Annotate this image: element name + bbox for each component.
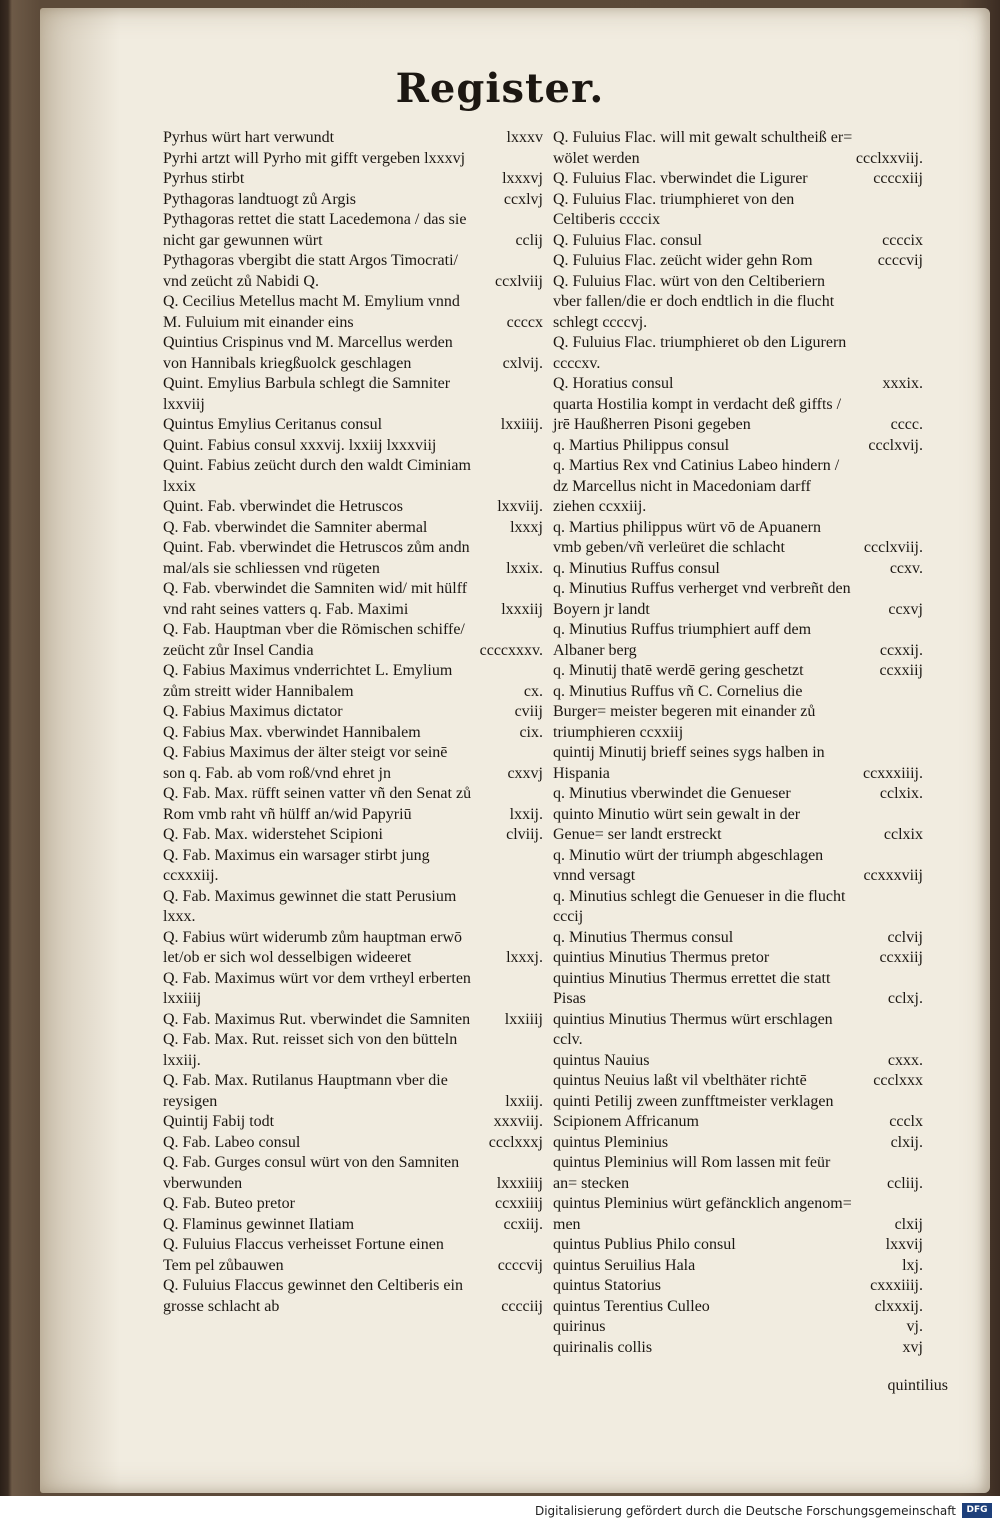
entry-page-ref: ccccvij xyxy=(497,1256,543,1274)
entry-page-ref: lxxix. xyxy=(506,559,543,577)
register-entry xyxy=(553,1133,923,1154)
dfg-logo: DFG xyxy=(962,1503,992,1518)
register-column-left xyxy=(163,128,543,1317)
register-entry xyxy=(553,518,923,559)
entry-text: quintus Nauius xyxy=(553,1051,650,1069)
entry-text: Q. Fuluius Flac. consul xyxy=(553,231,702,249)
register-entry xyxy=(163,149,543,170)
entry-page-ref: clxij xyxy=(894,1215,923,1233)
entry-text: quirinalis collis xyxy=(553,1338,653,1356)
entry-page-ref: cclxix xyxy=(883,826,923,843)
register-entry xyxy=(163,436,543,457)
register-entry xyxy=(163,292,543,333)
register-entry xyxy=(163,928,543,969)
entry-text: Q. Fuluius Flac. zeücht wider gehn Rom xyxy=(553,252,813,269)
entry-text: Q. Fab. Maximus Rut. vberwindet die Samniten xyxy=(163,1010,471,1028)
entry-page-ref: vj. xyxy=(906,1318,923,1335)
entry-page-ref: lxxxiiij xyxy=(496,1174,543,1192)
register-entry xyxy=(163,169,543,190)
register-entry xyxy=(553,1276,923,1297)
register-entry xyxy=(553,620,923,661)
entry-page-ref: clxij. xyxy=(890,1133,923,1151)
entry-text: Q. Fabius Maximus der älter steigt vor seinē son q. Fab. ab vom roß/vnd ehret jn xyxy=(163,744,448,782)
entry-text: quarta Hostilia kompt in verdacht deß giffts / jrē Haußherren Pisoni gegeben xyxy=(553,395,842,433)
entry-text: Q. Fab. Maximus ein warsager stirbt jung ccxxxiij. xyxy=(163,846,430,884)
register-entry xyxy=(553,456,923,518)
register-entry xyxy=(163,1276,543,1317)
register-entry xyxy=(553,948,923,969)
register-entry xyxy=(163,887,543,928)
register-entry xyxy=(553,1338,923,1359)
entry-text: Pythagoras rettet die statt Lacedemona / das sie nicht gar gewunnen würt xyxy=(163,211,467,249)
entry-text: q. Minutio würt der triumph abgeschlagen vnnd versagt xyxy=(553,846,824,884)
entry-text: quintus Publius Philo consul xyxy=(553,1236,736,1253)
entry-text: Q. Fabius Maximus vnderrichtet L. Emylium zům streitt wider Hannibalem xyxy=(163,662,453,700)
register-entry xyxy=(163,1215,543,1236)
entry-text: Pythagoras landtuogt zů Argis xyxy=(163,190,357,208)
entry-page-ref: lxxiiij xyxy=(504,1010,543,1028)
entry-page-ref: cccciij xyxy=(501,1297,543,1315)
entry-page-ref: ccxxxviij xyxy=(863,867,923,884)
entry-page-ref: ccxlviij xyxy=(495,272,543,290)
entry-text: quintus Terentius Culleo xyxy=(553,1297,710,1315)
entry-text: Q. Fab. Gurges consul würt von den Samniten vberwunden xyxy=(163,1154,460,1192)
register-entry xyxy=(553,395,923,436)
register-entry xyxy=(553,1256,923,1277)
entry-text: Q. Fuluius Flaccus gewinnet den Celtiberis ein grosse schlacht ab xyxy=(163,1277,463,1315)
entry-text: quintus Pleminius würt gefäncklich angenom= men xyxy=(553,1195,852,1233)
entry-page-ref: lxxxvj xyxy=(502,170,543,187)
register-entry xyxy=(553,1051,923,1072)
register-entry xyxy=(553,272,923,334)
register-entry xyxy=(553,969,923,1010)
register-entry xyxy=(163,743,543,784)
entry-text: Q. Fuluius Flaccus verheisset Fortune einen Tem pel zůbauwen xyxy=(163,1236,444,1274)
entry-page-ref: xvj xyxy=(902,1338,923,1356)
entry-text: Q. Fab. Hauptman vber die Römischen schiffe/ zeücht zůr Insel Candia xyxy=(163,621,465,659)
register-column-right xyxy=(553,128,923,1358)
entry-text: q. Martius Rex vnd Catinius Labeo hindern / dz Marcellus nicht in Macedoniam darff ziehen ccxxiij. xyxy=(553,457,840,515)
entry-text: quinto Minutio würt sein gewalt in der Genue= ser landt erstreckt xyxy=(553,805,801,843)
entry-page-ref: ccxxiij xyxy=(879,949,923,966)
register-entry xyxy=(163,1030,543,1071)
entry-text: quintius Minutius Thermus errettet die statt Pisas xyxy=(553,969,831,1007)
entry-text: q. Minutius Ruffus verherget vnd verbreñt den Boyern jr landt xyxy=(553,580,851,618)
register-entry xyxy=(553,1317,923,1338)
register-entry xyxy=(553,928,923,949)
register-entry xyxy=(163,415,543,436)
entry-page-ref: ccclxvij. xyxy=(868,436,923,454)
entry-page-ref: lxxviij. xyxy=(497,498,543,515)
entry-page-ref: cxxxiiij. xyxy=(870,1277,923,1294)
entry-text: Quint. Fabius zeücht durch den waldt Ciminiam lxxix xyxy=(163,457,471,495)
register-entry xyxy=(163,661,543,702)
register-entry xyxy=(553,333,923,374)
register-entry xyxy=(163,190,543,211)
entry-text: q. Minutij thatē werdē gering geschetzt xyxy=(553,662,804,679)
register-entry xyxy=(163,518,543,539)
entry-text: Q. Fab. Max. Rut. reisset sich von den bütteln lxxiij. xyxy=(163,1031,458,1069)
register-entry xyxy=(553,231,923,252)
register-entry xyxy=(553,251,923,272)
entry-text: q. Minutius Ruffus triumphiert auff dem Albaner berg xyxy=(553,621,812,659)
register-entry xyxy=(163,210,543,251)
entry-text: quintius Minutius Thermus würt erschlagen cclv. xyxy=(553,1010,833,1048)
entry-text: Q. Fabius Max. vberwindet Hannibalem xyxy=(163,723,421,741)
page-gutter-shadow xyxy=(40,8,120,1493)
catchword: quintilius xyxy=(887,1377,948,1394)
entry-text: Q. Fuluius Flac. triumphieret ob den Ligurern ccccxv. xyxy=(553,334,847,372)
register-entry xyxy=(553,682,923,744)
entry-text: Pyrhi artzt will Pyrho mit gifft vergeben lxxxvj xyxy=(163,149,466,167)
entry-page-ref: ccxxiij xyxy=(879,662,923,679)
entry-text: Q. Fab. vberwindet die Samniter abermal xyxy=(163,518,428,536)
register-entry xyxy=(163,456,543,497)
register-entry xyxy=(163,969,543,1010)
entry-page-ref: ccliij. xyxy=(887,1174,923,1192)
entry-page-ref: xxxix. xyxy=(882,375,923,392)
digitization-footer xyxy=(0,1496,1000,1527)
entry-text: Q. Fuluius Flac. würt von den Celtiberiern vber fallen/die er doch endtlich in die flucht schlegt ccccvj. xyxy=(553,272,835,331)
entry-text: quintij Minutij brieff seines sygs halben in Hispania xyxy=(553,744,825,782)
entry-text: Quint. Fab. vberwindet die Hetruscos xyxy=(163,498,403,515)
entry-page-ref: cix. xyxy=(519,723,543,741)
entry-text: Pyrhus stirbt xyxy=(163,170,245,187)
entry-text: Quint. Fab. vberwindet die Hetruscos zům andn mal/als sie schliessen vnd rügeten xyxy=(163,539,470,577)
entry-page-ref: lxxxiij xyxy=(501,600,543,618)
register-entry xyxy=(163,579,543,620)
entry-text: Q. Fab. Max. Rutilanus Hauptmann vber die reysigen xyxy=(163,1072,448,1110)
entry-text: Pyrhus würt hart verwundt xyxy=(163,129,335,146)
register-entry xyxy=(553,846,923,887)
entry-text: Q. Fuluius Flac. vberwindet die Ligurer xyxy=(553,170,808,187)
register-entry xyxy=(553,661,923,682)
entry-text: q. Minutius schlegt die Genueser in die flucht cccij xyxy=(553,887,846,925)
entry-text: Q. Horatius consul xyxy=(553,375,674,392)
entry-text: Q. Fabius würt widerumb zům hauptman erwō let/ob er sich wol desselbigen wideeret xyxy=(163,928,463,966)
entry-text: q. Martius philippus würt vō de Apuanern vmb geben/vñ verleüret die schlacht xyxy=(553,518,821,556)
entry-page-ref: lxxxj. xyxy=(506,949,543,966)
entry-text: q. Minutius Ruffus consul xyxy=(553,559,720,577)
entry-text: quintus Seruilius Hala xyxy=(553,1256,696,1274)
entry-text: quinti Petilij zween zunfftmeister verklagen Scipionem Affricanum xyxy=(553,1092,834,1130)
register-entry xyxy=(163,1071,543,1112)
register-entry xyxy=(163,784,543,825)
entry-page-ref: cxlvij. xyxy=(502,354,543,372)
entry-text: Quintus Emylius Ceritanus consul xyxy=(163,416,383,433)
register-entry xyxy=(163,1235,543,1276)
register-entry xyxy=(163,374,543,415)
register-entry xyxy=(163,128,543,149)
entry-text: quirinus xyxy=(553,1318,606,1335)
entry-text: quintius Minutius Thermus pretor xyxy=(553,949,770,966)
entry-page-ref: lxxxj xyxy=(510,518,543,536)
entry-text: quintus Pleminius will Rom lassen mit feür an= stecken xyxy=(553,1154,831,1192)
entry-page-ref: ccxxij. xyxy=(879,641,923,659)
entry-page-ref: ccxv. xyxy=(889,559,923,577)
register-entry xyxy=(163,251,543,292)
entry-text: Q. Fab. Max. widerstehet Scipioni xyxy=(163,826,383,843)
register-entry xyxy=(553,887,923,928)
entry-page-ref: ccccx xyxy=(506,313,543,331)
register-entry xyxy=(163,333,543,374)
register-entry xyxy=(163,702,543,723)
entry-page-ref: xxxviij. xyxy=(493,1113,543,1130)
entry-text: q. Minutius Thermus consul xyxy=(553,928,734,946)
register-entry xyxy=(553,784,923,805)
entry-page-ref: cclvij xyxy=(887,928,923,946)
entry-page-ref: ccclx xyxy=(889,1113,923,1130)
register-entry xyxy=(553,374,923,395)
entry-text: Q. Fab. Maximus würt vor dem vrtheyl erberten lxxiiij xyxy=(163,969,471,1007)
entry-page-ref: lxxiiij. xyxy=(500,416,543,433)
entry-text: Q. Fuluius Flac. triumphieret von den Celtiberis ccccix xyxy=(553,190,795,228)
entry-page-ref: ccxiij. xyxy=(503,1215,543,1233)
entry-page-ref: ccclxxviij. xyxy=(855,149,923,167)
entry-page-ref: cviij xyxy=(514,703,543,720)
entry-text: Q. Fab. vberwindet die Samniten wid/ mit hülff vnd raht seines vatters q. Fab. Maximi xyxy=(163,580,468,618)
register-entry xyxy=(553,128,923,169)
entry-page-ref: cclxix. xyxy=(879,785,923,802)
register-entry xyxy=(163,1112,543,1133)
register-entry xyxy=(553,1194,923,1235)
register-entry xyxy=(553,436,923,457)
entry-text: Q. Fab. Labeo consul xyxy=(163,1133,301,1151)
entry-text: Q. Fabius Maximus dictator xyxy=(163,703,343,720)
entry-page-ref: cxxx. xyxy=(887,1051,923,1069)
register-entry xyxy=(163,497,543,518)
entry-text: Quint. Emylius Barbula schlegt die Samniter lxxviij xyxy=(163,375,451,413)
register-entry xyxy=(553,1235,923,1256)
register-entry xyxy=(553,169,923,190)
entry-text: Q. Fab. Maximus gewinnet die statt Perusium lxxx. xyxy=(163,887,457,925)
entry-page-ref: cxxvj xyxy=(507,764,543,782)
entry-page-ref: lxxij. xyxy=(509,805,543,823)
entry-page-ref: ccxxxiiij. xyxy=(863,764,923,782)
entry-text: Quint. Fabius consul xxxvij. lxxiij lxxxviij xyxy=(163,436,437,454)
entry-page-ref: cx. xyxy=(523,682,543,700)
entry-text: q. Martius Philippus consul xyxy=(553,436,730,454)
register-entry xyxy=(163,1153,543,1194)
entry-text: quintus Pleminius xyxy=(553,1133,669,1151)
entry-page-ref: lxxiij. xyxy=(505,1092,543,1110)
entry-page-ref: cccc. xyxy=(890,416,923,433)
entry-page-ref: ccccxxxv. xyxy=(479,641,543,659)
entry-text: quintus Statorius xyxy=(553,1277,662,1294)
register-entry xyxy=(553,743,923,784)
entry-page-ref: ccclxxx xyxy=(873,1072,923,1089)
register-entry xyxy=(553,1071,923,1092)
register-entry xyxy=(163,538,543,579)
register-entry xyxy=(553,579,923,620)
entry-page-ref: ccccix xyxy=(882,231,923,249)
entry-text: q. Minutius vberwindet die Genueser xyxy=(553,785,791,802)
funding-note: Digitalisierung gefördert durch die Deutsche Forschungsgemeinschaft xyxy=(534,1504,956,1518)
register-entry xyxy=(553,1092,923,1133)
page-title: Register. xyxy=(395,65,605,112)
entry-page-ref: cclxj. xyxy=(887,990,923,1007)
entry-page-ref: ccxlvj xyxy=(503,190,543,208)
entry-page-ref: lxj. xyxy=(902,1256,923,1274)
entry-page-ref: cclij xyxy=(515,231,543,249)
register-entry xyxy=(163,1010,543,1031)
entry-text: Q. Cecilius Metellus macht M. Emylium vnnd M. Fuluium mit einander eins xyxy=(163,293,460,331)
entry-page-ref: ccccxiij xyxy=(873,170,923,187)
entry-page-ref: lxxxv xyxy=(506,129,543,146)
entry-text: q. Minutius Ruffus vñ C. Cornelius die Burger= meister begeren mit einander zů triumphieren ccxxiij xyxy=(553,682,816,741)
register-entry xyxy=(163,723,543,744)
entry-page-ref: ccxvj xyxy=(888,600,923,618)
register-entry xyxy=(553,559,923,580)
entry-page-ref: clviij. xyxy=(506,826,543,843)
entry-page-ref: ccclxviij. xyxy=(863,539,923,556)
entry-text: quintus Neuius laßt vil vbelthäter richtē xyxy=(553,1072,807,1089)
entry-page-ref: clxxxij. xyxy=(874,1297,923,1315)
entry-page-ref: lxxvij xyxy=(885,1236,923,1253)
register-entry xyxy=(553,1010,923,1051)
entry-text: Quintius Crispinus vnd M. Marcellus werden von Hannibals kriegßuolck geschlagen xyxy=(163,334,453,372)
register-entry xyxy=(163,1133,543,1154)
entry-text: Q. Fab. Max. rüfft seinen vatter vñ den Senat zů Rom vmb raht vñ hülff an/wid Papyriū xyxy=(163,785,472,823)
entry-page-ref: ccclxxxj xyxy=(488,1133,543,1151)
register-entry xyxy=(553,1297,923,1318)
register-entry xyxy=(553,805,923,846)
register-entry xyxy=(163,1194,543,1215)
register-entry xyxy=(553,190,923,231)
entry-text: Q. Fuluius Flac. will mit gewalt schultheiß er= wölet werden xyxy=(553,129,853,167)
entry-text: Q. Flaminus gewinnet Ilatiam xyxy=(163,1215,355,1233)
entry-text: Quintij Fabij todt xyxy=(163,1113,275,1130)
register-entry xyxy=(163,825,543,846)
entry-page-ref: ccccvij xyxy=(877,252,923,269)
entry-text: Q. Fab. Buteo pretor xyxy=(163,1195,295,1212)
register-entry xyxy=(163,846,543,887)
register-entry xyxy=(553,1153,923,1194)
entry-text: Pythagoras vbergibt die statt Argos Timocrati/ vnd zeücht zů Nabidi Q. xyxy=(163,252,458,290)
entry-page-ref: ccxxiiij xyxy=(495,1195,543,1212)
register-entry xyxy=(163,620,543,661)
